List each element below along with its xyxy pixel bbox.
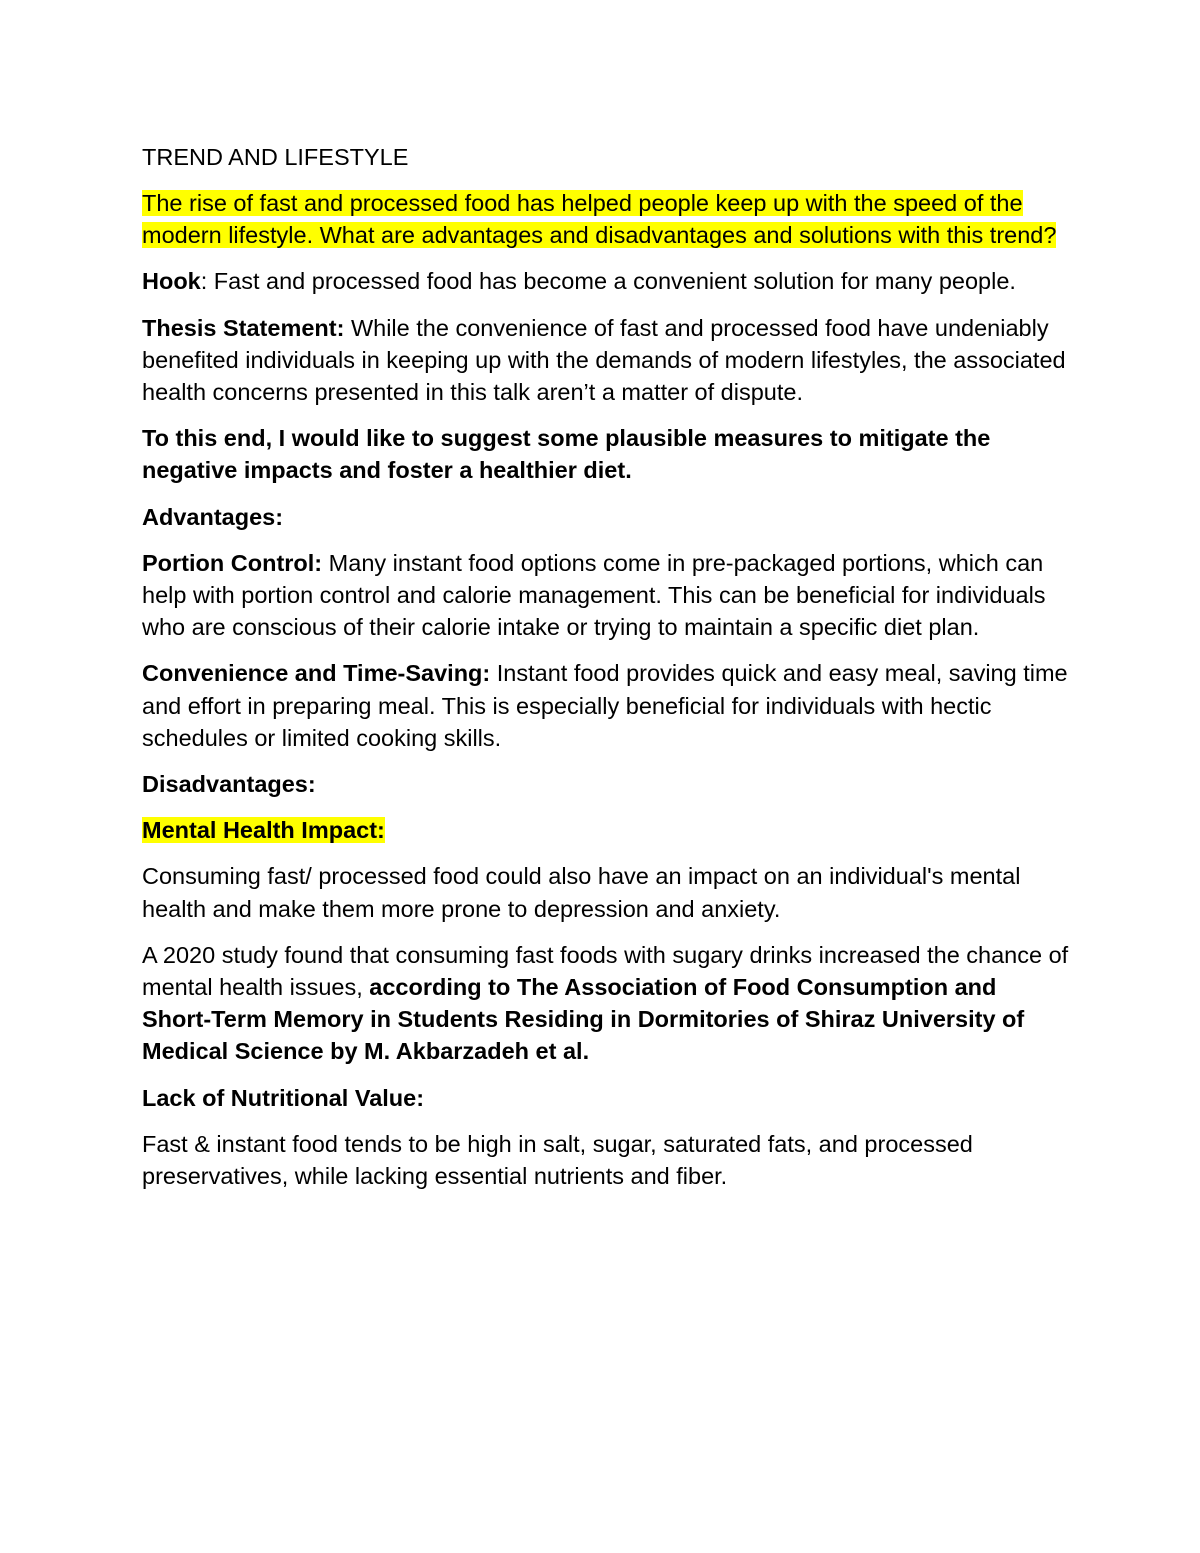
hook-paragraph	[142, 265, 1072, 297]
study-text: A 2020 study found that consuming fast foods with sugary drinks increased the chance of mental health issues,	[142, 941, 1069, 1001]
mental-health-heading: Mental Health Impact:	[142, 817, 385, 844]
thesis-paragraph	[142, 312, 1072, 409]
document-page	[142, 141, 1072, 1206]
portion-control-text: Many instant food options come in pre-packaged portions, which can help with portion control and calorie management. This can be beneficial for individuals who are conscious of their calorie intake or trying to maintain a specific diet plan.	[142, 549, 1046, 641]
advantages-heading: Advantages:	[142, 503, 284, 530]
convenience-label: Convenience and Time-Saving:	[142, 660, 491, 687]
thesis-text: While the convenience of fast and processed food have undeniably benefited individuals in keeping up with the demands of modern lifestyles, the associated health concerns presented in this talk aren’t a matter of dispute.	[142, 314, 1066, 406]
portion-control-label: Portion Control:	[142, 549, 323, 576]
to-this-end-paragraph: To this end, I would like to suggest some plausible measures to mitigate the negative impacts and foster a healthier diet.	[142, 425, 991, 484]
nutrition-paragraph: Fast & instant food tends to be high in salt, sugar, saturated fats, and processed preservatives, while lacking essential nutrients and fiber.	[142, 1130, 973, 1190]
mental-health-heading-paragraph	[142, 814, 1072, 846]
disadvantages-heading: Disadvantages:	[142, 771, 316, 798]
nutrition-heading: Lack of Nutritional Value:	[142, 1084, 425, 1111]
hook-label: Hook	[142, 268, 201, 295]
highlighted-prompt: The rise of fast and processed food has helped people keep up with the speed of the modern lifestyle. What are advantages and disadvantages and solutions with this trend?	[142, 190, 1057, 249]
portion-control-paragraph	[142, 547, 1072, 644]
study-source: according to The Association of Food Consumption and Short-Term Memory in Students Residing in Dormitories of Shiraz University of Medical Science by M. Akbarzadeh et al.	[142, 974, 1025, 1065]
essay-prompt	[142, 187, 1072, 251]
mental-health-paragraph: Consuming fast/ processed food could also have an impact on an individual's mental health and make them more prone to depression and anxiety.	[142, 863, 1021, 922]
study-paragraph	[142, 939, 1072, 1068]
convenience-text: Instant food provides quick and easy meal, saving time and effort in preparing meal. This is especially beneficial for individuals with hectic schedules or limited cooking skills.	[142, 660, 1068, 751]
hook-text: : Fast and processed food has become a convenient solution for many people.	[200, 268, 1016, 295]
convenience-paragraph	[142, 657, 1072, 754]
document-title: TREND AND LIFESTYLE	[142, 144, 409, 170]
thesis-label: Thesis Statement:	[142, 314, 345, 341]
